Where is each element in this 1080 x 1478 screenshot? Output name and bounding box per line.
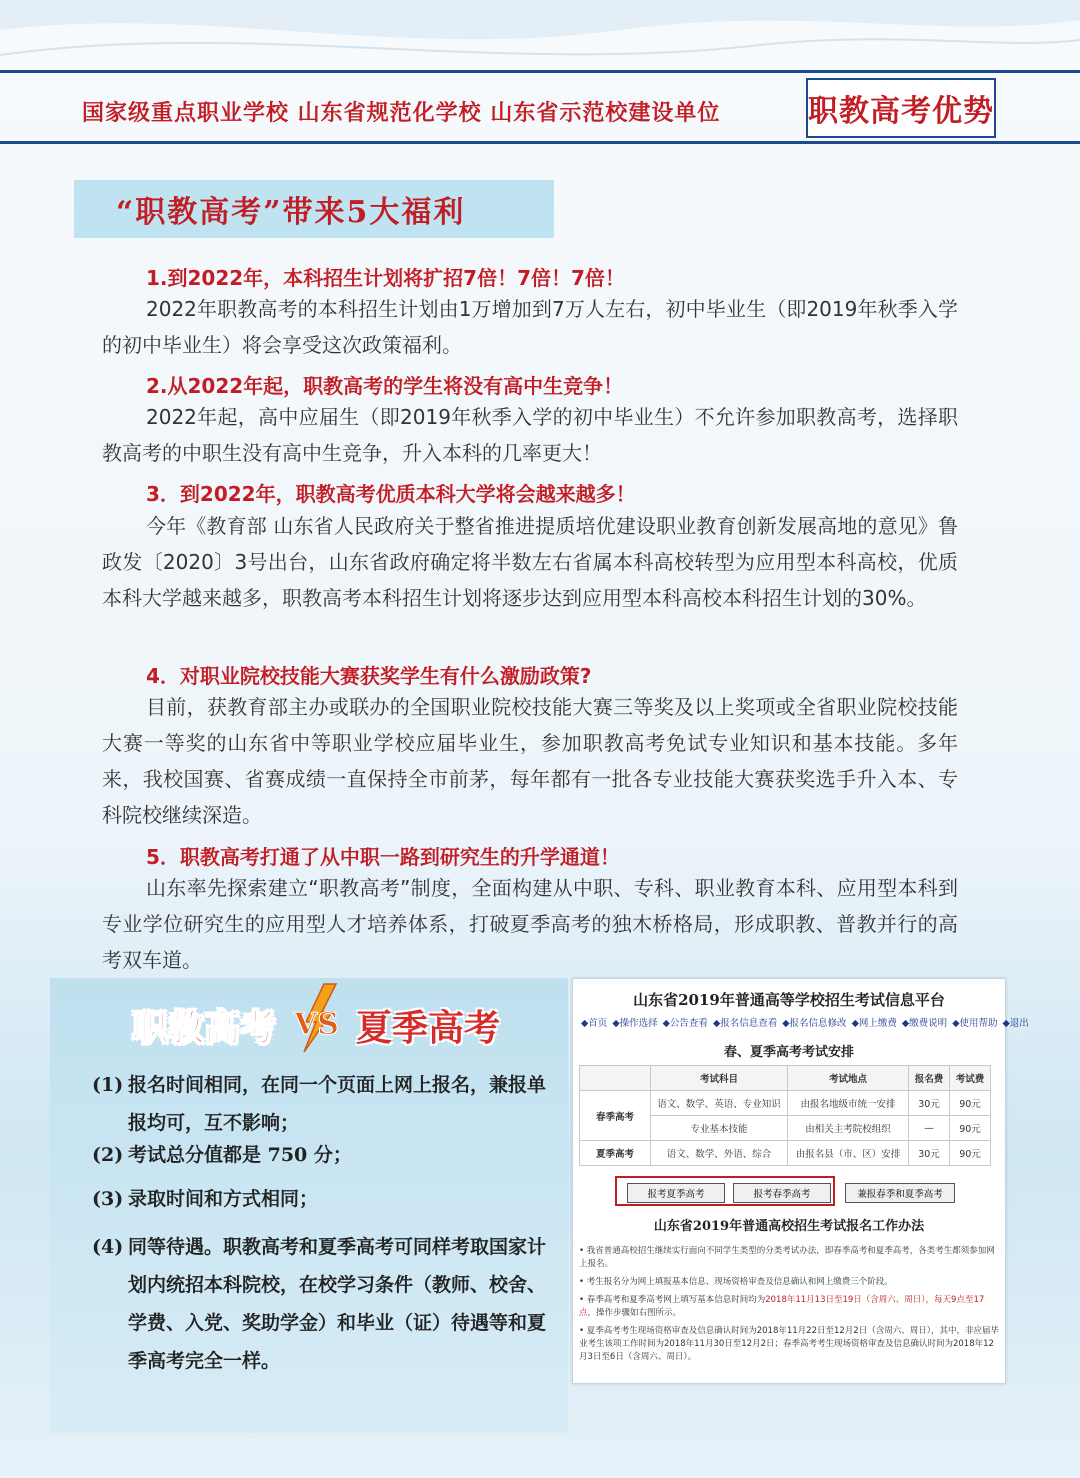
table-header-subject: 考试科目 [651,1066,788,1091]
header-badge [806,78,996,138]
table-cell: 90元 [950,1091,991,1116]
comparison-item-2 [92,1136,562,1174]
register-summer-button[interactable]: 报考夏季高考 [627,1183,725,1203]
summer-exam-row-label: 夏季高考 [580,1141,651,1166]
table-cell: 由报名地级市统一安排 [788,1091,909,1116]
nav-operation[interactable]: ◆操作选择 [612,1018,658,1029]
header-rule-bottom [0,141,1080,144]
platform-title: 山东省2019年普通高等学校招生考试信息平台 [633,991,945,1009]
note-3-post: 操作步骤如右图所示。 [596,1308,682,1318]
table-row [580,1091,991,1116]
comparison-item-3-text: 录取时间和方式相同； [128,1188,319,1210]
spring-exam-label: 春季高考 [580,1091,651,1141]
point-1-body: 2022年职教高考的本科招生计划由1万增加到7万人左右，初中毕业生（即2019年秋季入学的初中毕业生）将会享受这次政策福利。 [102,297,958,357]
schedule-table [579,1065,991,1166]
note-3 [579,1294,999,1320]
nav-home[interactable]: ◆首页 [581,1018,608,1029]
comparison-item-4-text: 同等待遇。职教高考和夏季高考可同样考取国家计划内统招本科院校，在校学习条件（教师、校舍、学费、入党、奖助学金）和毕业（证）待遇等和夏季高考完全一样。 [128,1236,547,1372]
nav-view-info[interactable]: ◆报名信息查看 [712,1018,778,1029]
table-cell: — [909,1116,950,1141]
point-5-body: 山东率先探索建立“职教高考”制度，全面构建从中职、专科、职业教育本科、应用型本科到专业学位研究生的应用型人才培养体系，打破夏季高考的独木桥格局，形成职教、普教并行的高考双车道。 [102,876,958,972]
point-4-body: 目前，获教育部主办或联办的全国职业院校技能大赛三等奖及以上奖项或全省职业院校技能大赛一等奖的山东省中等职业学校应届毕业生，参加职教高考免试专业知识和基本技能。多年来，我校国赛、省赛成绩一直保持全市前茅，每年都有一批各专业技能大赛获奖选手升入本、专科院校继续深造。 [102,695,958,827]
comparison-item-1-text: 报名时间相同，在同一个页面上网上报名，兼报单报均可，互不影响； [128,1074,547,1134]
point-1-heading: 1.到2022年，本科招生计划将扩招7倍！7倍！7倍！ [146,266,625,290]
table-cell: 90元 [950,1141,991,1166]
comparison-item-1-num: (1) [92,1074,124,1096]
registration-rules-title: 山东省2019年普通高校招生考试报名工作办法 [653,1219,925,1234]
summer-exam-label: 夏季高考 [356,1007,501,1049]
table-row [580,1141,991,1166]
point-3-heading: 3．到2022年，职教高考优质本科大学将会越来越多！ [146,482,636,506]
platform-nav [581,1015,1029,1029]
comparison-item-2-text: 考试总分值都是 750 分； [128,1144,352,1166]
vocational-exam-label: 职教高考 [132,1007,277,1049]
table-header-blank [580,1066,651,1091]
note-4: • 夏季高考考生现场资格审查及信息确认时间为2018年11月22日至12月2日（含周六、周日），其中，非应届毕业考生该项工作时间为2018年11月30日至12月2日；春季高考考生现场资格审查及信息确认时间为2018年12月3日至6日（含周六、周日）。 [579,1326,999,1362]
table-cell: 90元 [950,1116,991,1141]
point-2-body: 2022年起，高中应届生（即2019年秋季入学的初中毕业生）不允许参加职教高考，选择职教高考的中职生没有高中生竞争，升入本科的几率更大！ [102,405,958,465]
section-title-box [74,180,554,238]
table-cell: 由相关主考院校组织 [788,1116,909,1141]
table-header-row [580,1066,991,1091]
header-badge-label: 职教高考优势 [808,94,994,129]
nav-edit-info[interactable]: ◆报名信息修改 [782,1018,847,1029]
comparison-item-3-num: (3) [92,1188,124,1210]
note-3-pre: • 春季高考和夏季高考网上填写基本信息时间均为 [579,1295,766,1305]
table-cell: 专业基本技能 [651,1116,788,1141]
nav-payment[interactable]: ◆网上缴费 [851,1018,897,1029]
header-tagline: 国家级重点职业学校 山东省规范化学校 山东省示范校建设单位 [82,100,721,126]
nav-payment-help[interactable]: ◆缴费说明 [901,1018,948,1029]
nav-notice[interactable]: ◆公告查看 [662,1018,708,1029]
table-header-exam-fee: 考试费 [950,1066,991,1091]
vs-icon [286,982,352,1054]
nav-exit[interactable]: ◆退出 [1002,1018,1029,1029]
comparison-item-4 [92,1228,562,1380]
table-cell: 由报名县（市、区）安排 [788,1141,909,1166]
table-cell: 语文、数学、英语、专业知识 [651,1091,788,1116]
comparison-item-3 [92,1180,562,1218]
comparison-item-1 [92,1066,562,1142]
note-2: • 考生报名分为网上填报基本信息、现场资格审查及信息确认和网上缴费三个阶段。 [579,1277,893,1287]
table-header-location: 考试地点 [788,1066,909,1091]
table-cell: 30元 [909,1141,950,1166]
register-spring-button[interactable]: 报考春季高考 [733,1183,831,1203]
point-4-heading: 4．对职业院校技能大赛获奖学生有什么激励政策? [146,664,592,688]
table-cell: 30元 [909,1091,950,1116]
point-5-heading: 5．职教高考打通了从中职一路到研究生的升学通道！ [146,845,620,869]
nav-help[interactable]: ◆使用帮助 [952,1018,998,1029]
register-both-button[interactable]: 兼报春季和夏季高考 [845,1183,955,1203]
header-rule-top [0,70,1080,73]
registration-notes [579,1245,999,1369]
schedule-title: 春、夏季高考考试安排 [723,1045,854,1060]
section-title: “职教高考”带来5大福利 [116,195,466,230]
comparison-item-4-num: (4) [92,1236,124,1258]
note-3-highlight: 2018年11月13日至19日（含周六、周日），每天9点至17点， [579,1295,985,1318]
table-header-reg-fee: 报名费 [909,1066,950,1091]
point-3-body: 今年《教育部 山东省人民政府关于整省推进提质培优建设职业教育创新发展高地的意见》鲁政发〔2020〕3号出台，山东省政府确定将半数左右省属本科高校转型为应用型本科高校，优质本科大学越来越多，职教高考本科招生计划将逐步达到应用型本科高校本科招生计划的30%。 [102,514,958,610]
point-2-heading: 2.从2022年起，职教高考的学生将没有高中生竞争！ [146,374,624,398]
note-1: • 我省普通高校招生继续实行面向不同学生类型的分类考试办法，即春季高考和夏季高考，各类考生都须参加网上报名。 [579,1246,995,1269]
registration-platform-panel [572,978,1029,1384]
svg-text:VS: VS [294,1007,339,1042]
table-cell: 语文、数学、外语、综合 [651,1141,788,1166]
comparison-item-2-num: (2) [92,1144,124,1166]
